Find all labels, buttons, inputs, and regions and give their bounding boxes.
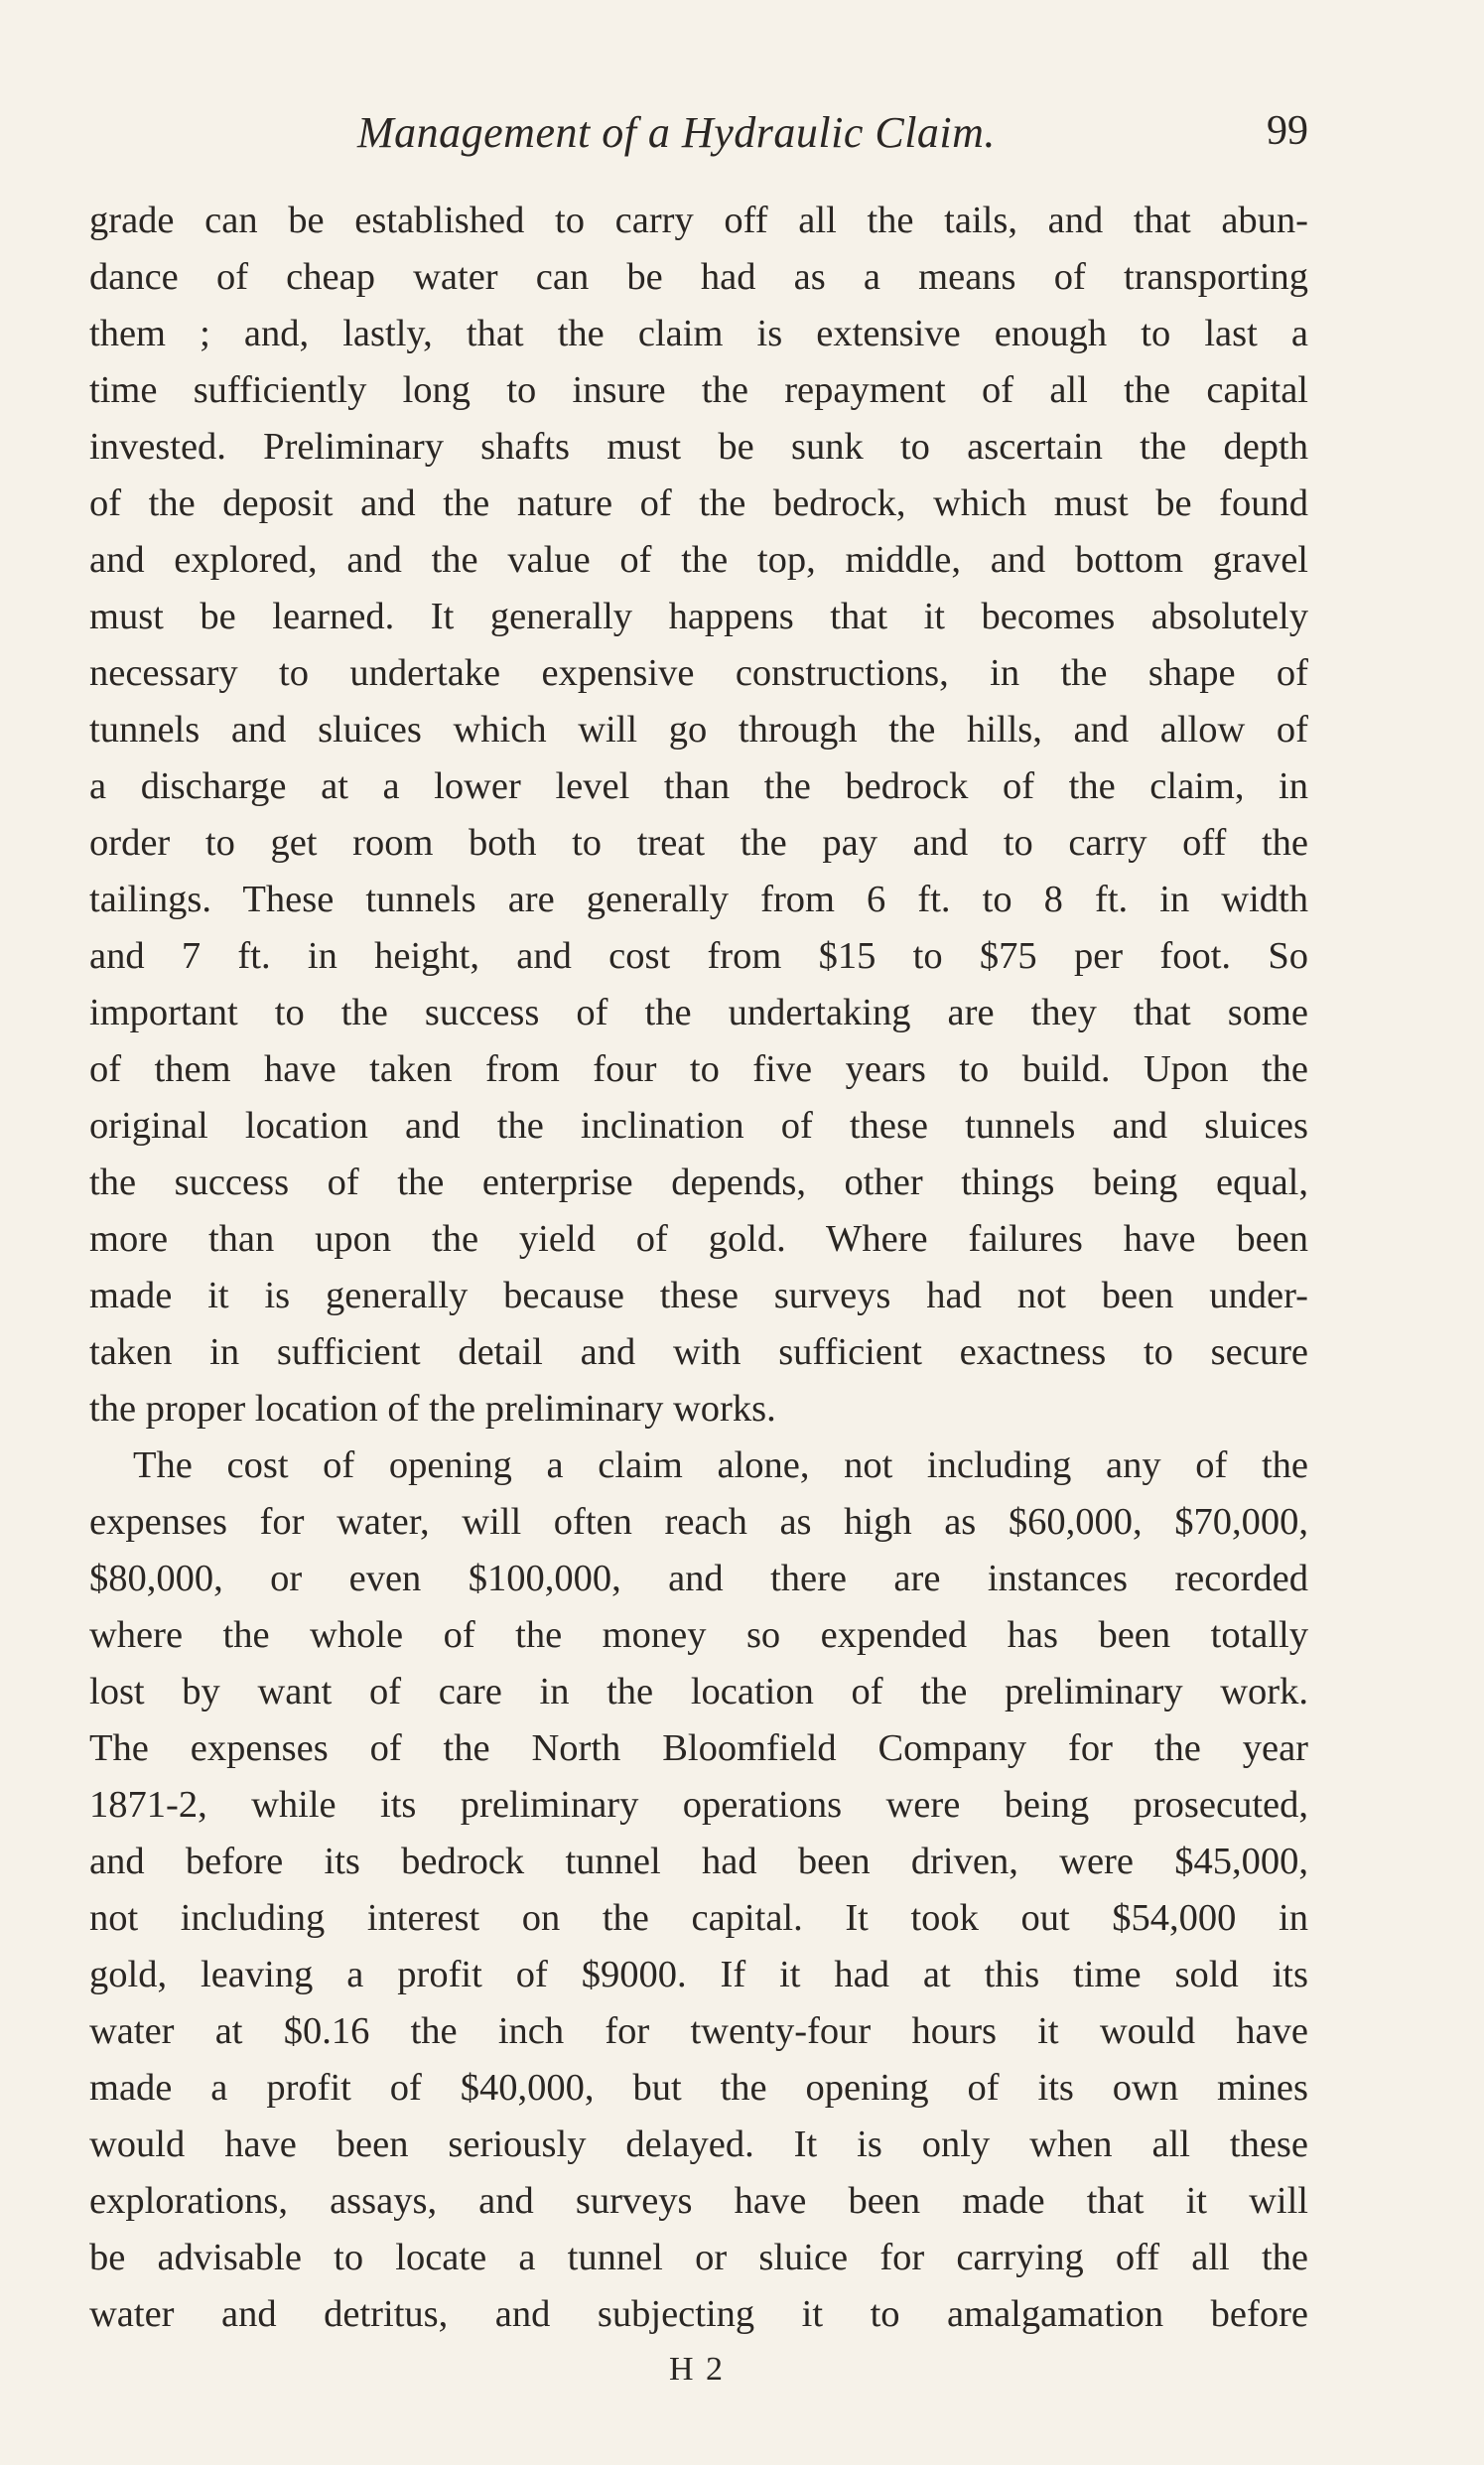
text-line: lost by want of care in the location of the preliminary work. [89,1671,1308,1712]
text-line: water at $0.16 the inch for twenty-four hours it would have [89,2010,1308,2052]
text-line: a discharge at a lower level than the bedrock of the claim, in [89,765,1308,807]
text-line: and explored, and the value of the top, middle, and bottom gravel [89,539,1308,581]
text-line: be advisable to locate a tunnel or sluice for carrying off all the [89,2237,1308,2278]
text-line: explorations, assays, and surveys have been made that it will [89,2180,1308,2222]
text-line: $80,000, or even $100,000, and there are instances recorded [89,1558,1308,1599]
text-line: 1871-2, while its preliminary operations were being prosecuted, [89,1784,1308,1826]
text-line: tunnels and sluices which will go through the hills, and allow of [89,709,1308,751]
text-line: them ; and, lastly, that the claim is extensive enough to last a [89,313,1308,354]
text-line: order to get room both to treat the pay and to carry off the [89,822,1308,864]
text-line: The expenses of the North Bloomfield Company for the year [89,1727,1308,1769]
text-line: the proper location of the preliminary works. [89,1388,776,1430]
text-line: invested. Preliminary shafts must be sunk to ascertain the depth [89,426,1308,468]
text-line: not including interest on the capital. It took out $54,000 in [89,1897,1308,1939]
text-line: dance of cheap water can be had as a means of transporting [89,256,1308,298]
text-line: of them have taken from four to five years to build. Upon the [89,1048,1308,1090]
text-line: and before its bedrock tunnel had been driven, were $45,000, [89,1841,1308,1882]
text-line: made it is generally because these surveys had not been under- [89,1275,1308,1316]
body-text [89,193,1308,2343]
text-line: original location and the inclination of these tunnels and sluices [89,1105,1308,1147]
text-line: must be learned. It generally happens that it becomes absolutely [89,596,1308,637]
text-line: time sufficiently long to insure the repayment of all the capital [89,369,1308,411]
text-line: would have been seriously delayed. It is only when all these [89,2123,1308,2165]
page-number: 99 [1267,108,1308,154]
text-line: grade can be established to carry off all the tails, and that abun- [89,200,1308,241]
text-line: The cost of opening a claim alone, not including any of the [133,1444,1308,1486]
text-line: made a profit of $40,000, but the opening of its own mines [89,2067,1308,2109]
text-line: water and detritus, and subjecting it to amalgamation before [89,2293,1308,2335]
text-line: of the deposit and the nature of the bedrock, which must be found [89,482,1308,524]
text-line: the success of the enterprise depends, other things being equal, [89,1162,1308,1203]
text-line: tailings. These tunnels are generally from 6 ft. to 8 ft. in width [89,879,1308,920]
text-line: more than upon the yield of gold. Where failures have been [89,1218,1308,1260]
running-head [0,107,1484,167]
text-line: expenses for water, will often reach as high as $60,000, $70,000, [89,1501,1308,1543]
text-line: gold, leaving a profit of $9000. If it had at this time sold its [89,1954,1308,1995]
text-line: important to the success of the undertaking are they that some [89,992,1308,1033]
text-line: and 7 ft. in height, and cost from $15 to $75 per foot. So [89,935,1308,977]
signature-mark: H 2 [669,2351,726,2388]
text-line: where the whole of the money so expended has been totally [89,1614,1308,1656]
running-title: Management of a Hydraulic Claim. [357,108,996,157]
text-line: necessary to undertake expensive constructions, in the shape of [89,652,1308,694]
text-line: taken in sufficient detail and with sufficient exactness to secure [89,1331,1308,1373]
